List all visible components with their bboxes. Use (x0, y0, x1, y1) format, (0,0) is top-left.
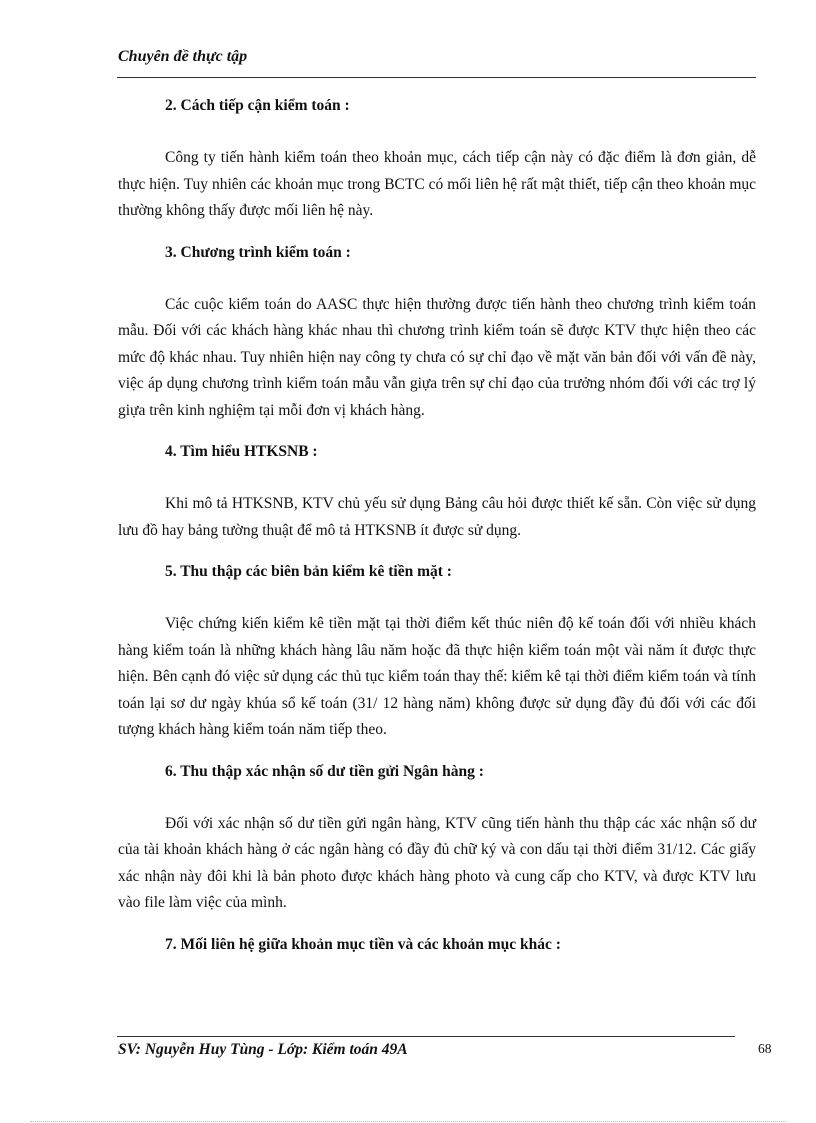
footer-student-info: SV: Nguyễn Huy Tùng - Lớp: Kiểm toán 49A (118, 1041, 408, 1058)
section-paragraph: Đối với xác nhận số dư tiền gửi ngân hàng, KTV cũng tiến hành thu thập các xác nhận số dư của tài khoản khách hàng ở các ngân hàng có đầy đủ chữ ký và con dấu tại thời điểm 31/12. Các giấy xác nhận này đôi khi là bản photo được khách hàng photo và cung cấp cho KTV, và được KTV lưu vào file làm việc của mình. (118, 814, 756, 911)
section-heading: 3. Chương trình kiểm toán : (165, 243, 351, 261)
section-heading: 2. Cách tiếp cận kiểm toán : (165, 97, 350, 114)
section-paragraph: Các cuộc kiểm toán do AASC thực hiện thường được tiến hành theo chương trình kiểm toán mẫu. Đối với các khách hàng khác nhau thì chương trình kiểm toán sẽ được KTV thực hiện theo các mức độ khác nhau. Tuy nhiên hiện nay công ty chưa có sự chỉ đạo về mặt văn bản đối với vấn đề này, việc áp dụng chương trình kiểm toán mẫu vẫn giựa trên sự chỉ đạo của trưởng nhóm đối với các trợ lý giựa trên kinh nghiệm tại mỗi đơn vị khách hàng. (118, 295, 756, 419)
section-paragraph: Việc chứng kiến kiểm kê tiền mặt tại thời điểm kết thúc niên độ kế toán đối với nhiều khách hàng kiểm toán là những khách hàng lâu năm hoặc đã thực hiện kiểm toán một vài năm ít được thực hiện. Bên cạnh đó việc sử dụng các thủ tục kiểm toán thay thế: kiểm kê tại thời điểm kiểm toán và tính toán lại sơ dư ngày khúa sổ kế toán (31/ 12 hàng năm) không được sử dụng đầy đủ đối với các đối tượng khách hàng kiểm toán năm tiếp theo. (118, 615, 756, 738)
header-divider (117, 77, 756, 78)
document-header-title: Chuyên đề thực tập (118, 48, 248, 65)
section-heading: 7. Mối liên hệ giữa khoản mục tiền và các khoản mục khác : (165, 935, 561, 953)
page-bottom-border (30, 1121, 786, 1122)
section-heading: 5. Thu thập các biên bản kiểm kê tiền mặt : (165, 563, 452, 580)
section-paragraph: Công ty tiến hành kiểm toán theo khoản mục, cách tiếp cận này có đặc điểm là đơn giản, dễ thực hiện. Tuy nhiên các khoản mục trong BCTC có mối liên hệ rất mật thiết, tiếp cận theo khoản mục thường không thấy được mối liên hệ này. (118, 149, 756, 219)
section-heading: 4. Tìm hiểu HTKSNB : (165, 443, 318, 460)
page-content (118, 94, 756, 957)
footer-divider (117, 1036, 735, 1037)
section-paragraph: Khi mô tả HTKSNB, KTV chủ yếu sử dụng Bảng câu hỏi được thiết kế sẵn. Còn việc sử dụng lưu đồ hay bảng tường thuật để mô tả HTKSNB ít được sử dụng. (118, 495, 756, 539)
page-number: 68 (758, 1041, 772, 1056)
section-heading: 6. Thu thập xác nhận số dư tiền gửi Ngân hàng : (165, 762, 484, 780)
